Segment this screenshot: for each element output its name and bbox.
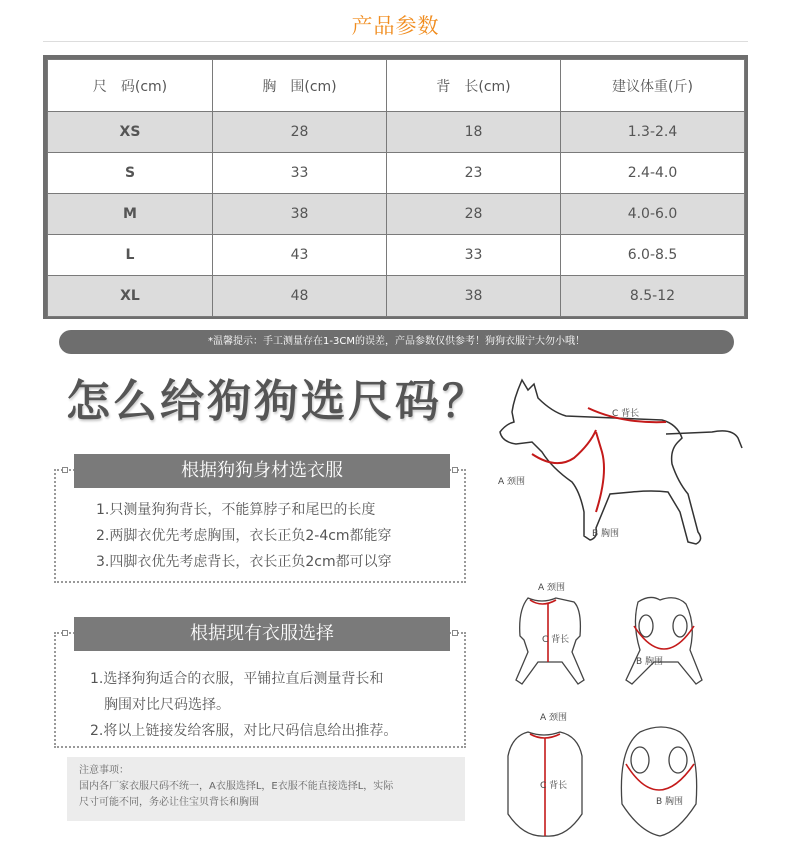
- cell-size: M: [48, 194, 213, 235]
- four-leg-clothes-diagram: [498, 580, 708, 706]
- corner-marker: [452, 630, 458, 636]
- dog-outline-icon: [500, 380, 742, 544]
- diagram-label-neck: A 颈围: [498, 477, 526, 487]
- table-row: [48, 235, 745, 276]
- cell-back: 18: [387, 112, 561, 153]
- garment-back-icon: [621, 727, 696, 836]
- table-row: [48, 194, 745, 235]
- section-heading: 根据现有衣服选择: [74, 617, 450, 651]
- chest-measure-line: [596, 432, 604, 512]
- cell-back: 33: [387, 235, 561, 276]
- header-back: 背 长(cm): [387, 60, 561, 112]
- cell-back: 38: [387, 276, 561, 317]
- diagram-label-chest: B 胸围: [592, 529, 620, 539]
- cell-weight: 1.3-2.4: [561, 112, 745, 153]
- two-leg-clothes-diagram: [500, 708, 710, 842]
- diagram-label-neck: A 颈围: [540, 713, 568, 723]
- guide-line: 1.只测量狗狗背长，不能算脖子和尾巴的长度: [96, 502, 376, 518]
- chest-measure-line: [626, 764, 694, 790]
- header-weight: 建议体重(斤): [561, 60, 745, 112]
- note-line: 尺寸可能不同，务必让住宝贝背长和胸围: [79, 797, 259, 808]
- note-line: 国内各厂家衣服尺码不统一，A衣服选择L，E衣服不能直接选择L，实际: [79, 781, 394, 792]
- note-title: 注意事项：: [79, 765, 129, 776]
- note-box: [67, 757, 465, 821]
- corner-marker: [62, 467, 68, 473]
- cell-weight: 2.4-4.0: [561, 153, 745, 194]
- section-heading: 根据狗狗身材选衣服: [74, 454, 450, 488]
- cell-chest: 38: [213, 194, 387, 235]
- cell-weight: 8.5-12: [561, 276, 745, 317]
- diagram-label-neck: A 颈围: [538, 583, 566, 593]
- cell-size: XS: [48, 112, 213, 153]
- chest-measure-line: [634, 626, 694, 649]
- notice-banner: *温馨提示：手工测量存在1-3CM的误差，产品参数仅供参考！狗狗衣服宁大勿小哦！: [59, 330, 734, 354]
- header-chest: 胸 围(cm): [213, 60, 387, 112]
- size-table: [43, 55, 748, 319]
- table-header-row: [48, 60, 745, 112]
- guide-title: 怎么给狗狗选尺码？: [66, 376, 489, 427]
- section-clothes-measure: [54, 623, 466, 748]
- cell-size: L: [48, 235, 213, 276]
- diagram-label-chest: B 胸围: [656, 797, 684, 807]
- guide-line: 3.四脚衣优先考虑背长，衣长正负2cm都可以穿: [96, 554, 392, 570]
- cell-weight: 6.0-8.5: [561, 235, 745, 276]
- page-title: 产品参数: [351, 14, 440, 38]
- cell-size: XL: [48, 276, 213, 317]
- cell-chest: 28: [213, 112, 387, 153]
- neck-measure-line: [532, 430, 596, 463]
- corner-marker: [452, 467, 458, 473]
- diagram-label-chest: B 胸围: [636, 657, 664, 667]
- garment-back-icon: [626, 597, 702, 684]
- cell-back: 23: [387, 153, 561, 194]
- guide-line: 1.选择狗狗适合的衣服，平铺拉直后测量背长和: [90, 671, 384, 687]
- dog-measure-diagram: [492, 372, 752, 562]
- title-divider: [43, 41, 748, 42]
- corner-marker: [62, 630, 68, 636]
- cell-size: S: [48, 153, 213, 194]
- diagram-label-back: C 背长: [612, 409, 640, 419]
- section-body-measure: [54, 460, 466, 583]
- cell-chest: 48: [213, 276, 387, 317]
- guide-line: 2.将以上链接发给客服，对比尺码信息给出推荐。: [90, 723, 398, 739]
- diagram-label-back: C 背长: [540, 781, 568, 791]
- table-row: [48, 112, 745, 153]
- header-size: 尺 码(cm): [48, 60, 213, 112]
- guide-line: 胸围对比尺码选择。: [104, 697, 230, 713]
- cell-chest: 43: [213, 235, 387, 276]
- cell-weight: 4.0-6.0: [561, 194, 745, 235]
- guide-line: 2.两脚衣优先考虑胸围，衣长正负2-4cm都能穿: [96, 528, 392, 544]
- table-row: [48, 276, 745, 317]
- cell-back: 28: [387, 194, 561, 235]
- diagram-label-back: C 背长: [542, 635, 570, 645]
- cell-chest: 33: [213, 153, 387, 194]
- table-row: [48, 153, 745, 194]
